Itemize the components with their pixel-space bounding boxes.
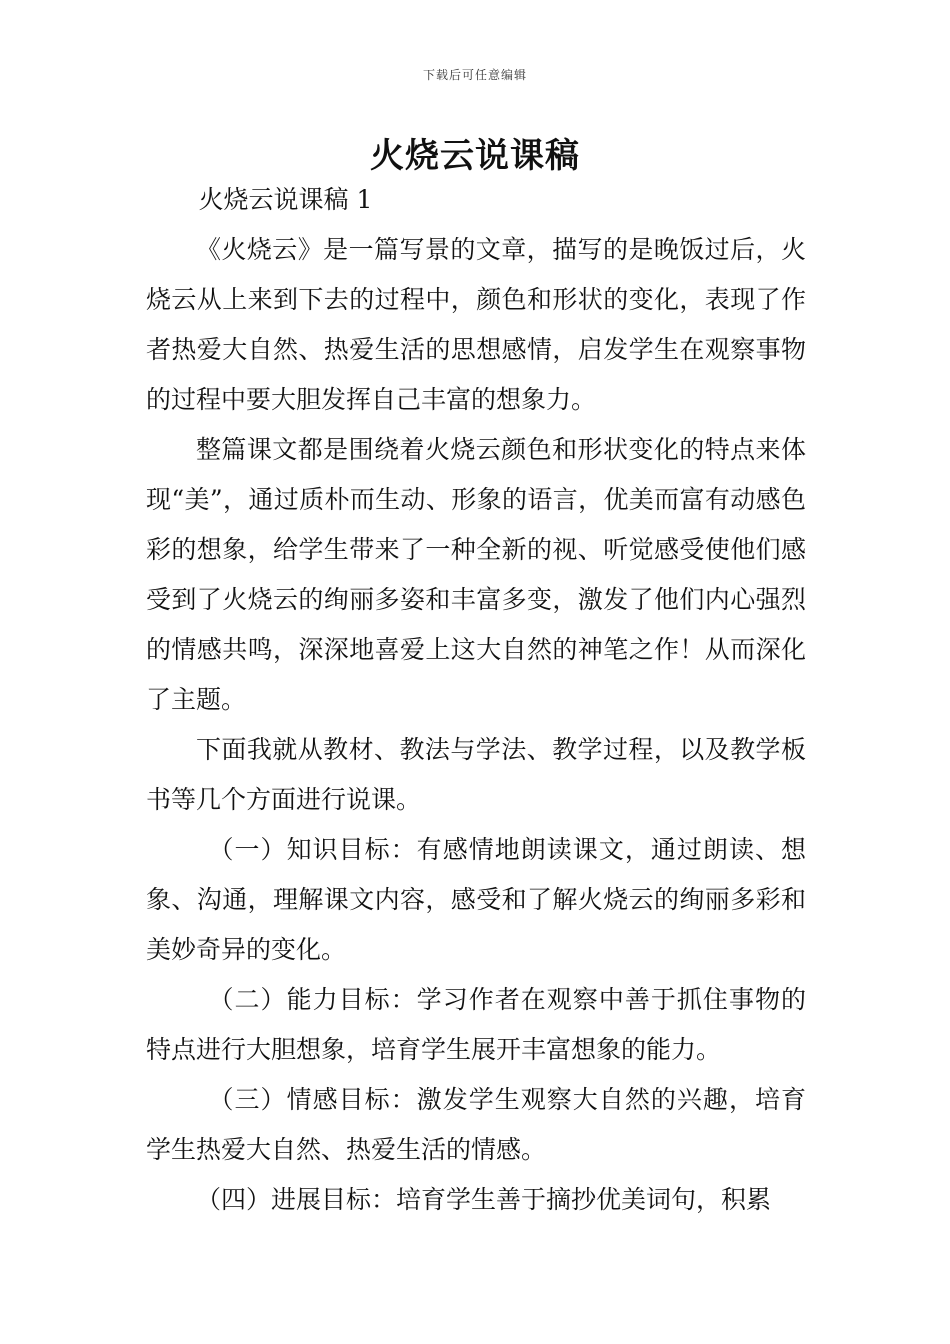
goal-knowledge: （一）知识目标：有感情地朗读课文，通过朗读、想象、沟通，理解课文内容，感受和了解火烧云的绚丽多彩和美妙奇异的变化。 [146,835,806,964]
document-body [146,175,806,1225]
goal-development: （四）进展目标：培育学生善于摘抄优美词句，积累 [196,1185,772,1214]
goal-emotion: （三）情感目标：激发学生观察大自然的兴趣，培育学生热爱大自然、热爱生活的情感。 [146,1085,806,1164]
document-title: 火烧云说课稿 [370,136,580,176]
header-note: 下载后可任意编辑 [422,68,527,82]
paragraph-outline: 下面我就从教材、教法与学法、教学过程，以及教学板书等几个方面进行说课。 [146,735,806,814]
paragraph-theme: 整篇课文都是围绕着火烧云颜色和形状变化的特点来体现“美”，通过质朴而生动、形象的语言，优美而富有动感色彩的想象，给学生带来了一种全新的视、听觉感受使他们感受到了火烧云的绚丽多姿和丰富多变，激发了他们内心强烈的情感共鸣，深深地喜爱上这大自然的神笔之作！从而深化了主题。 [146,435,806,714]
goal-ability: （二）能力目标：学习作者在观察中善于抓住事物的特点进行大胆想象，培育学生展开丰富想象的能力。 [146,985,806,1064]
document-subtitle: 火烧云说课稿 1 [198,185,373,214]
paragraph-intro: 《火烧云》是一篇写景的文章，描写的是晚饭过后，火烧云从上来到下去的过程中，颜色和形状的变化，表现了作者热爱大自然、热爱生活的思想感情，启发学生在观察事物的过程中要大胆发挥自己丰富的想象力。 [146,235,806,414]
